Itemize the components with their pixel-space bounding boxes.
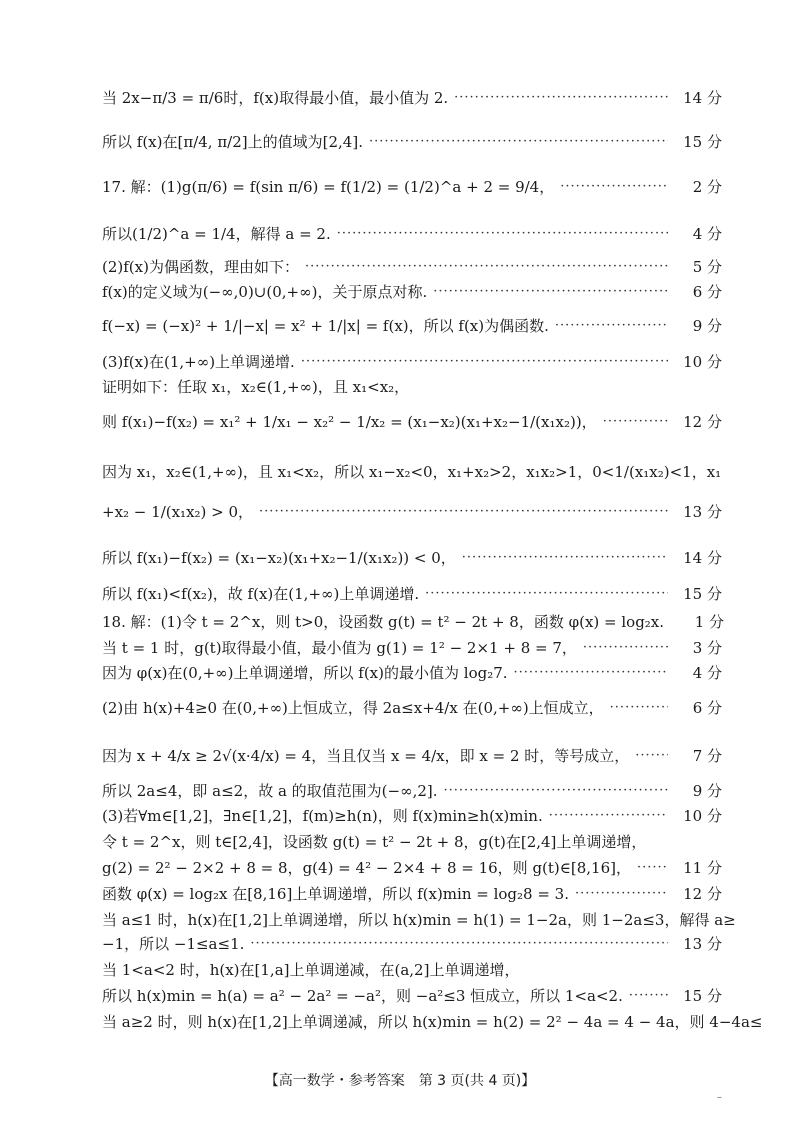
answer-line bbox=[102, 352, 722, 372]
answer-text: 所以 2a≤4，即 a≤2，故 a 的取值范围为(−∞,2]. bbox=[102, 782, 438, 800]
answer-text: 所以 f(x₁)<f(x₂)，故 f(x)在(1,+∞)上单调递增. bbox=[102, 585, 420, 603]
score-label: 5 分 bbox=[692, 258, 722, 276]
score-label: 10 分 bbox=[683, 807, 722, 825]
dot-leader bbox=[610, 698, 668, 718]
score-label: 12 分 bbox=[683, 885, 722, 903]
score-label: 11 分 bbox=[683, 859, 722, 877]
answer-line bbox=[102, 224, 722, 244]
answer-line bbox=[102, 806, 722, 826]
answer-text: 所以 f(x₁)−f(x₂) = (x₁−x₂)(x₁+x₂−1/(x₁x₂)) < 0， bbox=[102, 549, 456, 567]
score-label: 9 分 bbox=[692, 317, 722, 335]
answer-line bbox=[102, 781, 722, 801]
answer-line bbox=[102, 884, 722, 904]
answer-text: 则 f(x₁)−f(x₂) = x₁² + 1/x₁ − x₂² − 1/x₂ = (x₁−x₂)(x₁+x₂−1/(x₁x₂))， bbox=[102, 413, 597, 431]
dot-leader bbox=[301, 352, 668, 372]
answer-text: 因为 x₁，x₂∈(1,+∞)，且 x₁<x₂，所以 x₁−x₂<0，x₁+x₂>2，x₁x₂>1，0<1/(x₁x₂)<1，x₁ bbox=[102, 463, 722, 481]
answer-line bbox=[102, 746, 722, 766]
answer-line bbox=[102, 910, 736, 930]
dot-leader bbox=[433, 282, 668, 302]
answer-text: 所以 h(x)min = h(a) = a² − 2a² = −a²，则 −a²≤3 恒成立，所以 1<a<2. bbox=[102, 987, 623, 1005]
dot-leader bbox=[637, 858, 668, 878]
answer-text: 当 a≥2 时，则 h(x)在[1,2]上单调递减，所以 h(x)min = h(2) = 2² − 4a = 4 − 4a，则 4−4a≤ bbox=[102, 1013, 763, 1031]
score-label: 2 分 bbox=[692, 178, 722, 196]
answer-line bbox=[102, 858, 722, 878]
answer-text: 因为 x + 4/x ≥ 2√(x·4/x) = 4，当且仅当 x = 4/x，即 x = 2 时，等号成立， bbox=[102, 747, 630, 765]
dot-leader bbox=[369, 132, 668, 152]
answer-text: f(x)的定义域为(−∞,0)∪(0,+∞)，关于原点对称. bbox=[102, 283, 428, 301]
answer-text: (2)f(x)为偶函数，理由如下： bbox=[102, 258, 299, 276]
answer-line bbox=[102, 1012, 763, 1032]
answer-line bbox=[102, 502, 722, 522]
dot-leader bbox=[250, 934, 668, 954]
answer-text: +x₂ − 1/(x₁x₂) > 0， bbox=[102, 503, 254, 521]
answer-line bbox=[102, 462, 722, 482]
answer-line bbox=[102, 934, 722, 954]
dot-leader bbox=[635, 746, 668, 766]
dot-leader bbox=[629, 986, 668, 1006]
answer-text: 所以 f(x)在[π/4, π/2]上的值域为[2,4]. bbox=[102, 133, 363, 151]
dot-leader bbox=[560, 177, 668, 197]
score-label: 15 分 bbox=[683, 133, 722, 151]
answer-text: 18. 解：(1)令 t = 2^x，则 t>0，设函数 g(t) = t² − 2t + 8，函数 φ(x) = log₂x. bbox=[102, 613, 665, 631]
answer-line bbox=[102, 177, 722, 197]
score-label: 1 分 bbox=[694, 613, 725, 631]
score-label: 3 分 bbox=[692, 639, 722, 657]
answer-line bbox=[102, 612, 725, 632]
dot-leader bbox=[514, 663, 668, 683]
answer-line bbox=[102, 412, 722, 432]
answer-line bbox=[102, 698, 722, 718]
answer-line bbox=[102, 132, 722, 152]
score-label: 9 分 bbox=[692, 782, 722, 800]
score-label: 12 分 bbox=[683, 413, 722, 431]
dot-leader bbox=[337, 224, 668, 244]
dot-leader bbox=[603, 412, 668, 432]
answer-line bbox=[102, 986, 722, 1006]
answer-line bbox=[102, 638, 722, 658]
answer-text: 证明如下：任取 x₁，x₂∈(1,+∞)，且 x₁<x₂， bbox=[102, 378, 410, 396]
answer-line bbox=[102, 548, 722, 568]
answer-line bbox=[102, 832, 722, 852]
answer-text: f(−x) = (−x)² + 1/|−x| = x² + 1/|x| = f(x)，所以 f(x)为偶函数. bbox=[102, 317, 549, 335]
score-label: 14 分 bbox=[683, 549, 722, 567]
answer-text: 当 t = 1 时，g(t)取得最小值，最小值为 g(1) = 1² − 2×1 + 8 = 7， bbox=[102, 639, 577, 657]
answer-line bbox=[102, 663, 722, 683]
answer-line bbox=[102, 88, 722, 108]
score-label: 6 分 bbox=[692, 283, 722, 301]
dot-leader bbox=[425, 584, 668, 604]
answer-text: 当 2x−π/3 = π/6时，f(x)取得最小值，最小值为 2. bbox=[102, 89, 449, 107]
dot-leader bbox=[454, 88, 668, 108]
corner-mark: – bbox=[717, 1092, 722, 1103]
answer-text: 所以(1/2)^a = 1/4，解得 a = 2. bbox=[102, 225, 331, 243]
dot-leader bbox=[549, 806, 668, 826]
dot-leader bbox=[555, 316, 668, 336]
answer-text: 函数 φ(x) = log₂x 在[8,16]上单调递增，所以 f(x)min = log₂8 = 3. bbox=[102, 885, 569, 903]
answer-text: 当 1<a<2 时，h(x)在[1,a]上单调递减，在(a,2]上单调递增， bbox=[102, 961, 520, 979]
dot-leader bbox=[259, 502, 668, 522]
score-label: 14 分 bbox=[683, 89, 722, 107]
answer-text: 当 a≤1 时，h(x)在[1,2]上单调递增，所以 h(x)min = h(1) = 1−2a，则 1−2a≤3，解得 a≥ bbox=[102, 911, 736, 929]
dot-leader bbox=[575, 884, 668, 904]
score-label: 4 分 bbox=[692, 664, 722, 682]
answer-text: 因为 φ(x)在(0,+∞)上单调递增，所以 f(x)的最小值为 log₂7. bbox=[102, 664, 508, 682]
dot-leader bbox=[462, 548, 668, 568]
dot-leader bbox=[305, 257, 668, 277]
answer-line bbox=[102, 316, 722, 336]
answer-text: (3)f(x)在(1,+∞)上单调递增. bbox=[102, 353, 295, 371]
answer-line bbox=[102, 584, 722, 604]
page-footer: 【高一数学・参考答案 第 3 页(共 4 页)】 bbox=[264, 1073, 536, 1089]
answer-text: g(2) = 2² − 2×2 + 8 = 8，g(4) = 4² − 2×4 + 8 = 16，则 g(t)∈[8,16]， bbox=[102, 859, 631, 877]
answer-text: (2)由 h(x)+4≥0 在(0,+∞)上恒成立，得 2a≤x+4/x 在(0,+∞)上恒成立， bbox=[102, 699, 604, 717]
score-label: 6 分 bbox=[692, 699, 722, 717]
answer-line bbox=[102, 960, 722, 980]
score-label: 15 分 bbox=[683, 987, 722, 1005]
score-label: 15 分 bbox=[683, 585, 722, 603]
answer-text: −1，所以 −1≤a≤1. bbox=[102, 935, 245, 953]
dot-leader bbox=[583, 638, 668, 658]
answer-text: 17. 解：(1)g(π/6) = f(sin π/6) = f(1/2) = (1/2)^a + 2 = 9/4， bbox=[102, 178, 555, 196]
answer-text: 令 t = 2^x，则 t∈[2,4]，设函数 g(t) = t² − 2t + 8，g(t)在[2,4]上单调递增， bbox=[102, 833, 647, 851]
score-label: 4 分 bbox=[692, 225, 722, 243]
score-label: 13 分 bbox=[683, 503, 722, 521]
score-label: 7 分 bbox=[692, 747, 722, 765]
answer-line bbox=[102, 282, 722, 302]
score-label: 13 分 bbox=[683, 935, 722, 953]
dot-leader bbox=[444, 781, 668, 801]
answer-line bbox=[102, 377, 722, 397]
answer-line bbox=[102, 257, 722, 277]
score-label: 10 分 bbox=[683, 353, 722, 371]
answer-text: (3)若∀m∈[1,2]，∃n∈[1,2]，f(m)≥h(n)，则 f(x)min≥h(x)min. bbox=[102, 807, 543, 825]
